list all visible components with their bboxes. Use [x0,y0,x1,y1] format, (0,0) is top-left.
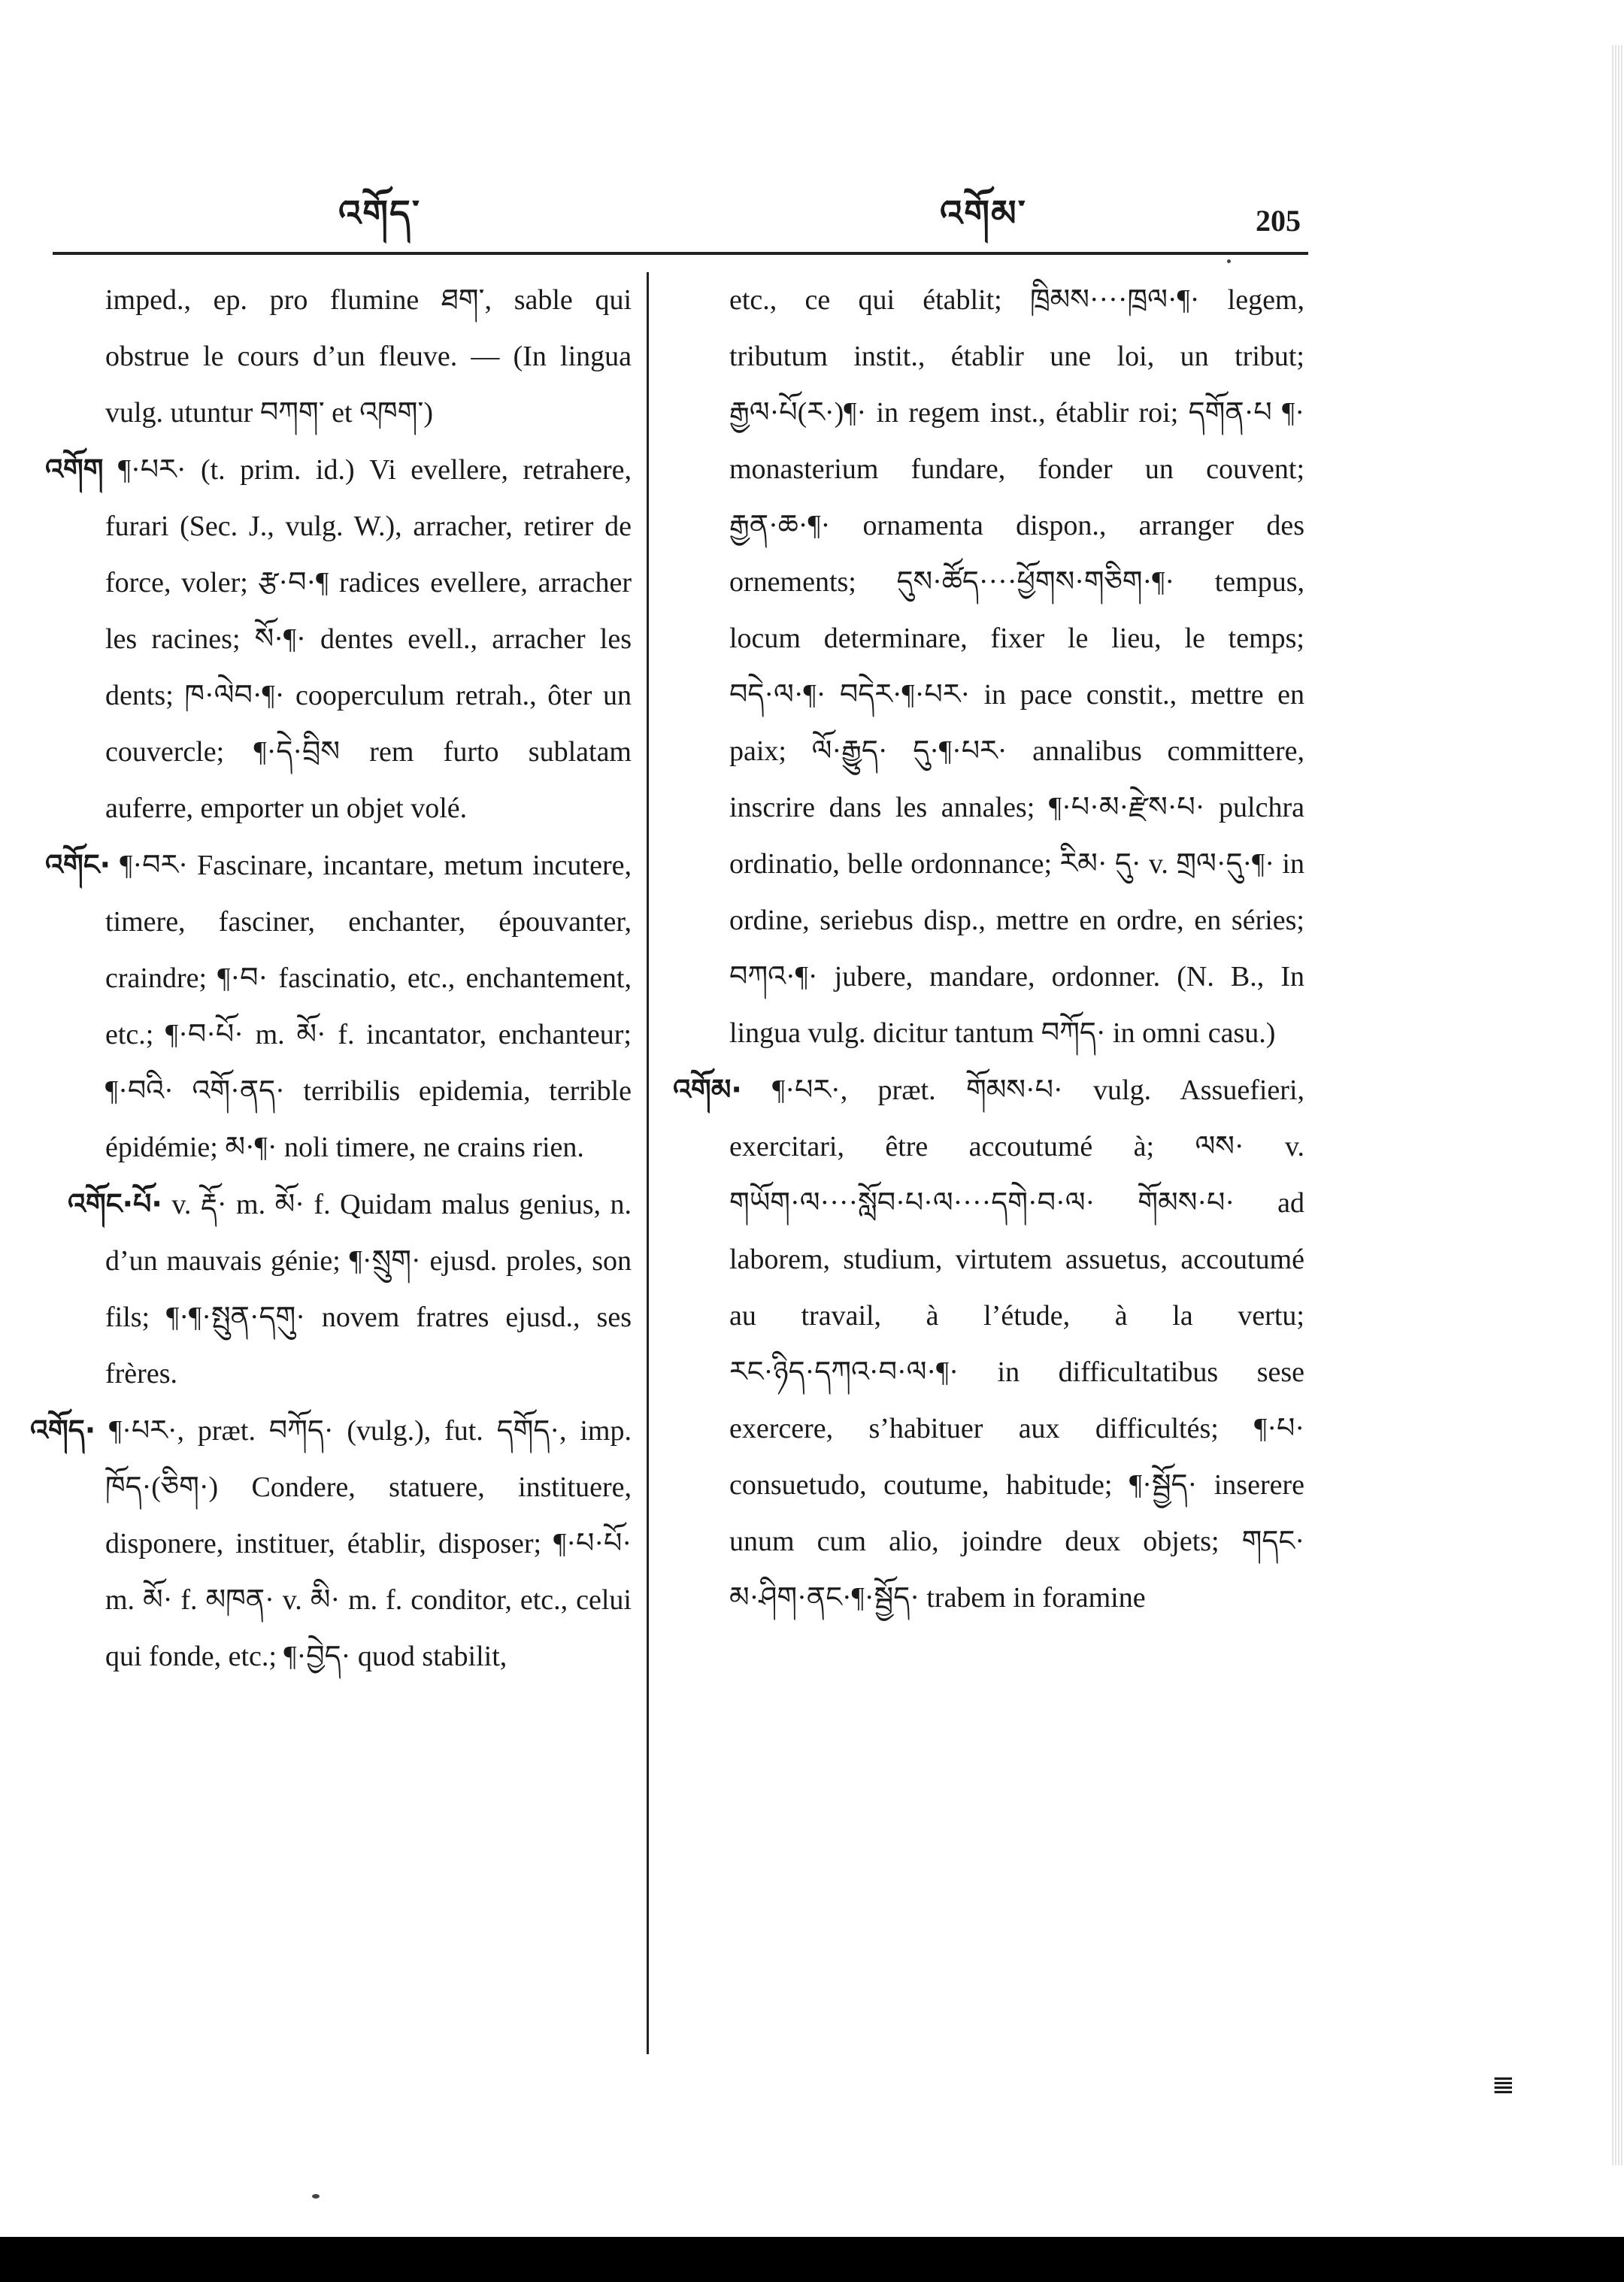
entry-text: imped., ep. pro flumine ཐག་, sable qui obstrue le cours d’un fleuve. — (In lingua vulg. utuntur བཀག་ et འཁག་) [105,284,632,429]
headword: འགོག [45,453,104,486]
column-divider [647,272,649,2054]
entry-text: v. རྡོ· m. མོ· f. Quidam malus genius, n. d’un mauvais génie; ¶·སྲུག· ejusd. proles, son fils; ¶·¶·སྤུན·དགུ· novem fratres ejusd., ses frères. [105,1189,632,1390]
entry-text: ¶·བར· Fascinare, incantare, metum incutere, timere, fasciner, enchanter, épouvanter, craindre; ¶·བ· fascinatio, etc., enchantement, etc.; ¶·བ·པོ· m. མོ· f. incantator, enchanteur; ¶·བའི· འགོ·ནད· terribilis epidemia, terrible épidémie; མ·¶· noli timere, ne crains rien. [105,850,632,1163]
dictionary-entry [30,441,632,837]
margin-mark: 𝌆 [1492,2071,1514,2099]
dictionary-entry [30,837,632,1176]
headword: འགོམ· [673,1073,742,1106]
entry-text: ¶·པར·, præt. བཀོད· (vulg.), fut. དགོད·, imp. ཁོད·(ཅིག·) Condere, statuere, instituere, disponere, instituer, établir, disposer; ¶·པ·པོ· m. མོ· f. མཁན· v. མི· m. f. conditor, etc., celui qui fonde, etc.; ¶·བྱེད· quod stabilit, [105,1415,632,1672]
right-column [673,272,1304,1626]
page-number: 205 [1256,204,1301,238]
page-edge-shadow [1612,45,1624,2165]
print-speck [312,2194,320,2199]
header-rule [53,252,1308,255]
scan-footer-bar [0,2237,1624,2282]
dictionary-entry [673,272,1304,1062]
headword: འགོད· [30,1414,96,1447]
running-head-left: འགོད་ [338,192,421,235]
headword: འགོང· [45,848,111,881]
entry-text: ¶·པར·, præt. གོམས·པ· vulg. Assuefieri, exercitari, être accoutumé à; ལས· v. གཡོག·ལ····སློབ·པ·ལ····དགེ·བ·ལ· གོམས·པ· ad laborem, studium, virtutem assuetus, accoutumé au travail, à l’étude, à la vertu; རང·ཉིད·དཀའ·བ·ལ·¶· in difficultatibus sese exercere, s’habituer aux difficultés; ¶·པ· consuetudo, coutume, habitude; ¶·སྦྱོད· inserere unum cum alio, joindre deux objets; གདང· མ·ཤིག·ནང·¶·སྦྱོད· trabem in foramine [729,1074,1305,1614]
left-column [30,272,632,1685]
dictionary-entry [673,1062,1304,1626]
entry-text: ¶·པར· (t. prim. id.) Vi evellere, retrahere, furari (Sec. J., vulg. W.), arracher, retirer de force, voler; རྩ·བ·¶ radices evellere, arracher les racines; སོ·¶· dentes evell., arracher les dents; ཁ·ལེབ·¶· cooperculum retrah., ôter un couvercle; ¶·དེ·བྲིས rem furto sublatam auferre, emporter un objet volé. [105,454,632,824]
print-speck [1227,259,1231,263]
headword: འགོང·པོ· [68,1187,162,1220]
dictionary-entry [30,272,632,441]
running-head-right: འགོམ་ [940,192,1027,235]
dictionary-entry [30,1176,632,1402]
entry-text: etc., ce qui établit; ཁྲིམས····ཁྲལ·¶· legem, tributum instit., établir une loi, un tribut; རྒྱལ·པོ(ར·)¶· in regem inst., établir roi; དགོན·པ ¶· monasterium fundare, fonder un couvent; རྒྱན·ཆ·¶· ornamenta dispon., arranger des ornements; དུས·ཚོད····ཕྱོགས·གཅིག·¶· tempus, locum determinare, fixer le lieu, le temps; བདེ·ལ·¶· བདེར·¶·པར· in pace constit., mettre en paix; ལོ·རྒྱུད· དུ·¶·པར· annalibus committere, inscrire dans les annales; ¶·པ·མ·རྫེས·པ· pulchra ordinatio, belle ordonnance; རིམ· དུ· v. གྲལ·དུ·¶· in ordine, seriebus disp., mettre en ordre, en séries; བཀའ·¶· jubere, mandare, ordonner. (N. B., In lingua vulg. dicitur tantum བཀོད· in omni casu.) [729,284,1304,1049]
dictionary-entry [30,1402,632,1685]
